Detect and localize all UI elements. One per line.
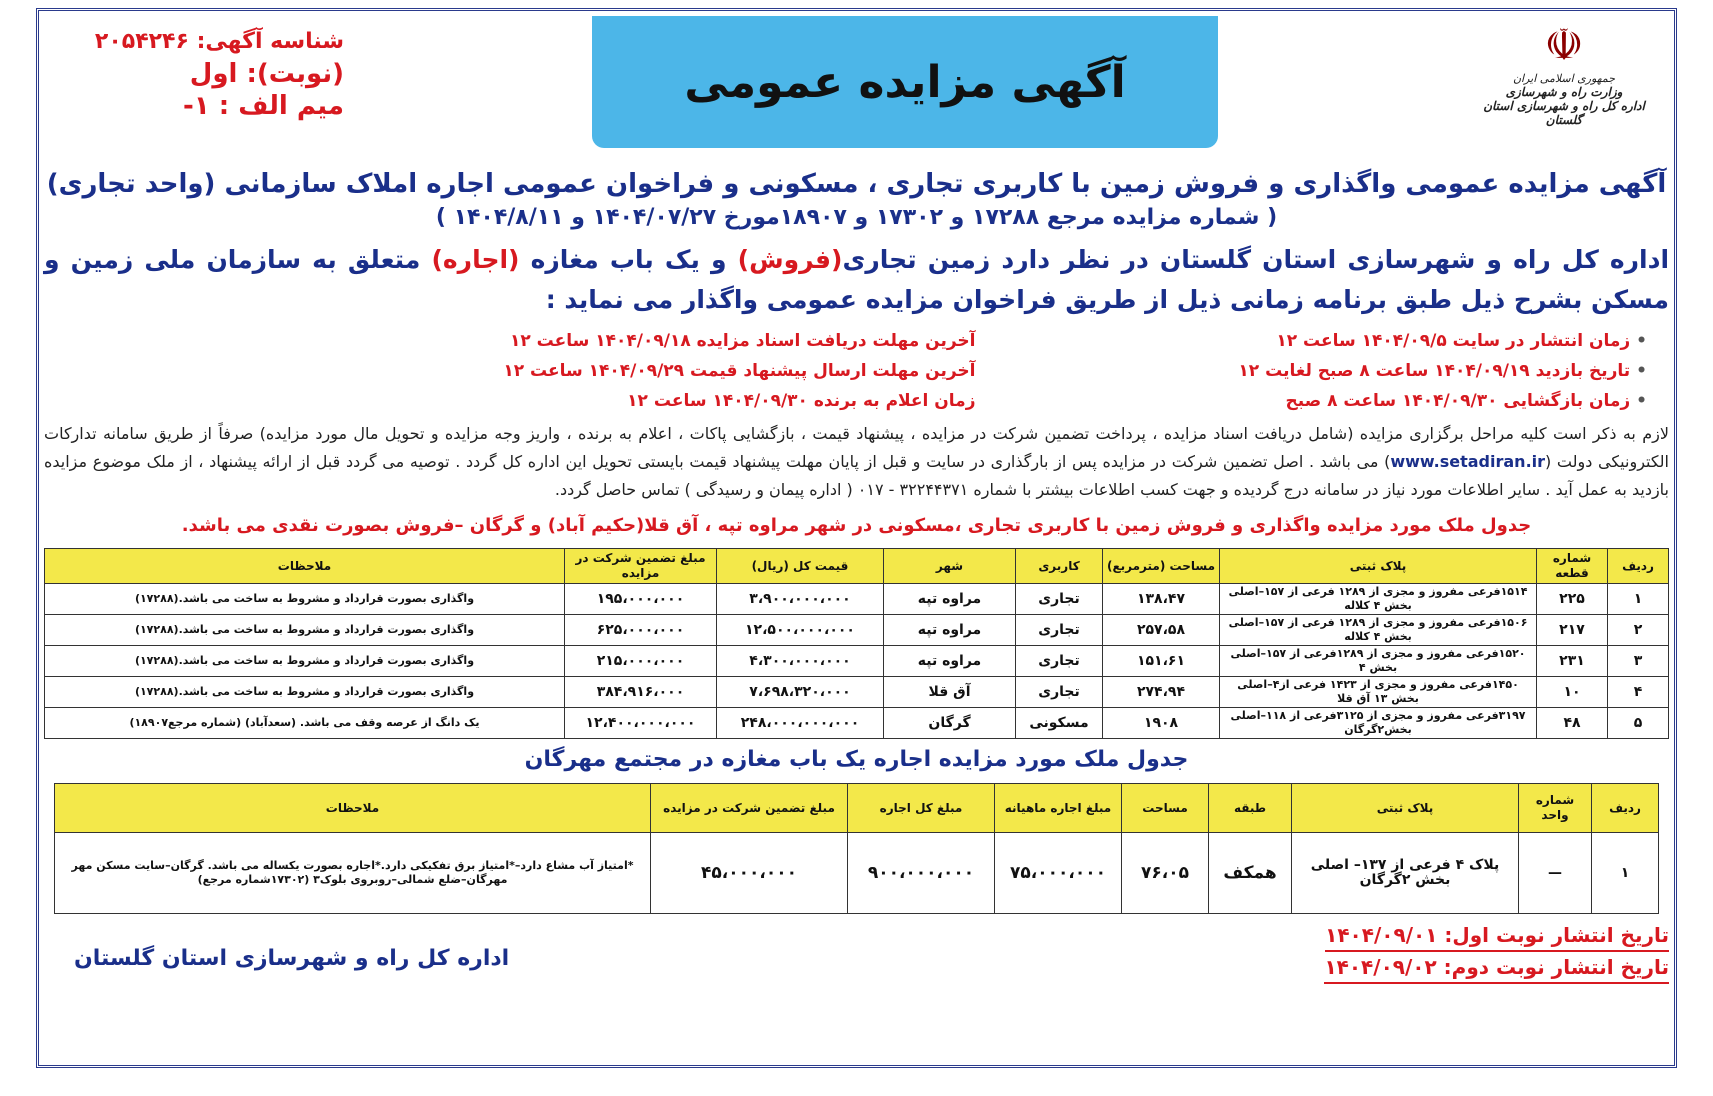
- cell-price: ۳،۹۰۰،۰۰۰،۰۰۰: [717, 584, 884, 615]
- conditions-paragraph: [44, 420, 1669, 504]
- cell-floor: همکف: [1209, 833, 1292, 914]
- intro-part2: و یک باب مغازه: [519, 245, 738, 274]
- first-publication-date: تاریخ انتشار نوبت اول: ۱۴۰۴/۰۹/۰۱: [1325, 920, 1669, 952]
- table-row: [45, 708, 1669, 739]
- second-publication-date: تاریخ انتشار نوبت دوم: ۱۴۰۴/۰۹/۰۲: [1324, 952, 1669, 984]
- ad-code: میم الف : ۱-: [183, 91, 344, 121]
- table-row: [55, 833, 1659, 914]
- table2-caption: جدول ملک مورد مزایده اجاره یک باب مغازه در مجتمع مهرگان: [524, 747, 1189, 772]
- cell-area: ۲۷۴،۹۴: [1103, 677, 1220, 708]
- cell-guarantee: ۶۲۵،۰۰۰،۰۰۰: [565, 615, 717, 646]
- reference-numbers: ( شماره مزایده مرجع ۱۷۲۸۸ و ۱۷۳۰۲ و ۱۸۹۰۷مورخ ۱۴۰۴/۰۷/۲۷ و ۱۴۰۴/۸/۱۱ ): [435, 205, 1278, 230]
- cell-row-no: ۱: [1608, 584, 1669, 615]
- publication-dates: [1324, 920, 1669, 984]
- banner-title: آگهی مزایده عمومی: [684, 56, 1126, 108]
- col-header: کاربری: [1016, 549, 1103, 584]
- cell-notes: واگذاری بصورت قرارداد و مشروط به ساخت می باشد.(۱۷۲۸۸): [45, 584, 565, 615]
- intro-part1: اداره کل راه و شهرسازی استان گلستان در نظر دارد زمین تجاری: [842, 245, 1670, 274]
- cell-notes: واگذاری بصورت قرارداد و مشروط به ساخت می باشد.(۱۷۲۸۸): [45, 615, 565, 646]
- intro-text: [44, 240, 1669, 320]
- cell-price: ۴،۳۰۰،۰۰۰،۰۰۰: [717, 646, 884, 677]
- cell-guarantee: ۲۱۵،۰۰۰،۰۰۰: [565, 646, 717, 677]
- cell-row-no: ۵: [1608, 708, 1669, 739]
- cell-guarantee: ۱۲،۴۰۰،۰۰۰،۰۰۰: [565, 708, 717, 739]
- title-banner: [592, 16, 1218, 148]
- cell-lot-no: ۴۸: [1537, 708, 1608, 739]
- cell-lot-no: ۲۲۵: [1537, 584, 1608, 615]
- para-part2: ) می باشد . اصل تضمین شرکت در مزایده پس از بارگذاری در سایت و قبل از پایان مهلت پیشنهاد قیمت بایستی تحویل این اداره کل گردد . توصیه می گردد قبل از ارائه پیشنهاد ، از ملک موضوع مزایده بازدید به عمل آید . سایر اطلاعات مورد نیاز در سامانه درج گردیده و جهت کسب اطلاعات بیشتر با شماره ۳۲۲۴۴۳۷۱ - ۰۱۷ ( اداره پیمان و رسیدگی ) تماس حاصل گردد.: [44, 452, 1669, 499]
- signature: اداره کل راه و شهرسازی استان گلستان: [74, 946, 510, 971]
- cell-area: ۱۵۱،۶۱: [1103, 646, 1220, 677]
- land-table-header: [45, 549, 1669, 584]
- cell-city: گرگان: [884, 708, 1016, 739]
- cell-notes: *امتیاز آب مشاع دارد–*امتیاز برق تفکیکی دارد.*اجاره بصورت یکساله می باشد. گرگان–سایت مسکن مهر مهرگان–ضلع شمالی–روبروی بلوک۳ (۱۷۳۰۲شماره مرجع): [55, 833, 651, 914]
- cell-usage: تجاری: [1016, 584, 1103, 615]
- logo-line-country: جمهوری اسلامی ایران: [1512, 72, 1616, 85]
- intro-sale: (فروش): [737, 245, 843, 274]
- cell-guarantee: ۱۹۵،۰۰۰،۰۰۰: [565, 584, 717, 615]
- cell-notes: واگذاری بصورت قرارداد و مشروط به ساخت می باشد.(۱۷۲۸۸): [45, 646, 565, 677]
- cell-notes: واگذاری بصورت قرارداد و مشروط به ساخت می باشد.(۱۷۲۸۸): [45, 677, 565, 708]
- table-row: [45, 615, 1669, 646]
- setad-link[interactable]: www.setadiran.ir: [1390, 452, 1546, 471]
- header: [44, 16, 1669, 166]
- ad-id-box: [44, 26, 344, 122]
- cell-row-no: ۴: [1608, 677, 1669, 708]
- col-header: پلاک ثبتی: [1220, 549, 1537, 584]
- col-header: ردیف: [1608, 549, 1669, 584]
- cell-usage: تجاری: [1016, 615, 1103, 646]
- cell-guarantee: ۳۸۴،۹۱۶،۰۰۰: [565, 677, 717, 708]
- cell-plate: ۱۵۰۶فرعی مفروز و مجزی از ۱۲۸۹ فرعی از ۱۵۷–اصلی بخش ۴ کلاله: [1220, 615, 1537, 646]
- col-header: طبقه: [1209, 784, 1292, 833]
- cell-price: ۱۲،۵۰۰،۰۰۰،۰۰۰: [717, 615, 884, 646]
- cell-row-no: ۲: [1608, 615, 1669, 646]
- logo-line-office: اداره کل راه و شهرسازی استان گلستان: [1483, 99, 1645, 127]
- land-table: [44, 548, 1669, 739]
- cell-plate: پلاک ۴ فرعی از ۱۳۷– اصلی بخش ۲گرگان: [1292, 833, 1519, 914]
- cell-guarantee: ۴۵،۰۰۰،۰۰۰: [651, 833, 848, 914]
- cell-plate: ۱۵۱۴فرعی مفروز و مجزی از ۱۲۸۹ فرعی از ۱۵۷–اصلی بخش ۴ کلاله: [1220, 584, 1537, 615]
- cell-plate: ۱۴۵۰فرعی مفروز و مجزی از ۱۴۲۳ فرعی از۴–اصلی بخش ۱۳ آق قلا: [1220, 677, 1537, 708]
- cell-area: ۲۵۷،۵۸: [1103, 615, 1220, 646]
- cell-city: آق قلا: [884, 677, 1016, 708]
- schedule: [344, 326, 1647, 416]
- cell-row-no: ۳: [1608, 646, 1669, 677]
- table1-caption: جدول ملک مورد مزایده واگذاری و فروش زمین با کاربری تجاری ،مسکونی در شهر مراوه تپه ، آق قلا(حکیم آباد) و گرگان –فروش بصورت نقدی می باشد.: [181, 515, 1532, 536]
- col-header: پلاک ثبتی: [1292, 784, 1519, 833]
- table-row: [45, 584, 1669, 615]
- table-row: [45, 677, 1669, 708]
- iran-emblem-icon: ☫: [1544, 20, 1584, 71]
- col-header: مساحت (مترمربع): [1103, 549, 1220, 584]
- cell-usage: تجاری: [1016, 646, 1103, 677]
- cell-lot-no: ۱۰: [1537, 677, 1608, 708]
- cell-usage: مسکونی: [1016, 708, 1103, 739]
- schedule-item: آخرین مهلت ارسال پیشنهاد قیمت ۱۴۰۴/۰۹/۲۹ ساعت ۱۲: [503, 361, 976, 381]
- cell-monthly-rent: ۷۵،۰۰۰،۰۰۰: [995, 833, 1122, 914]
- cell-unit-no: —: [1519, 833, 1592, 914]
- cell-notes: یک دانگ از عرصه وقف می باشد. (سعدآباد) (شماره مرجع۱۸۹۰۷): [45, 708, 565, 739]
- col-header: مبلغ تضمین شرکت در مزایده: [565, 549, 717, 584]
- schedule-item: • زمان بازگشایی ۱۴۰۴/۰۹/۳۰ ساعت ۸ صبح: [1016, 386, 1648, 416]
- schedule-item: • تاریخ بازدید ۱۴۰۴/۰۹/۱۹ ساعت ۸ صبح لغایت ۱۲: [1016, 356, 1648, 386]
- col-header: مساحت: [1122, 784, 1209, 833]
- cell-total-rent: ۹۰۰،۰۰۰،۰۰۰: [848, 833, 995, 914]
- col-header: مبلغ کل اجاره: [848, 784, 995, 833]
- cell-area: ۱۹۰۸: [1103, 708, 1220, 739]
- cell-lot-no: ۲۳۱: [1537, 646, 1608, 677]
- cell-usage: تجاری: [1016, 677, 1103, 708]
- ad-turn: (نوبت): اول: [189, 59, 344, 89]
- cell-city: مراوه تپه: [884, 646, 1016, 677]
- cell-plate: ۳۱۹۷فرعی مفروز و مجزی از ۳۱۲۵فرعی از ۱۱۸–اصلی بخش۲گرگان: [1220, 708, 1537, 739]
- ministry-logo: [1469, 20, 1659, 127]
- cell-lot-no: ۲۱۷: [1537, 615, 1608, 646]
- schedule-item: آخرین مهلت دریافت اسناد مزایده ۱۴۰۴/۰۹/۱۸ ساعت ۱۲: [509, 331, 976, 351]
- para-part1: لازم به ذکر است کلیه مراحل برگزاری مزایده (شامل دریافت اسناد مزایده ، پرداخت تضمین شرکت در مزایده ، پیشنهاد قیمت ، بازگشایی پاکات ، اعلام به برنده ، واریز وجه مزایده و تحویل مال مورد مزایده) صرفاً از طریق سامانه تدارکات الکترونیکی دولت (: [44, 424, 1670, 471]
- col-header: قیمت کل (ریال): [717, 549, 884, 584]
- rental-table-header: [55, 784, 1659, 833]
- cell-row-no: ۱: [1592, 833, 1659, 914]
- footer: [44, 920, 1669, 1020]
- schedule-item: زمان اعلام به برنده ۱۴۰۴/۰۹/۳۰ ساعت ۱۲: [627, 391, 976, 411]
- col-header: ملاحظات: [55, 784, 651, 833]
- table-row: [45, 646, 1669, 677]
- main-title: آگهی مزایده عمومی واگذاری و فروش زمین با کاربری تجاری ، مسکونی و فراخوان عمومی اجاره املاک سازمانی (واحد تجاری): [46, 169, 1667, 199]
- schedule-item: • زمان انتشار در سایت ۱۴۰۴/۰۹/۵ ساعت ۱۲: [1016, 326, 1648, 356]
- intro-part3: متعلق به سازمان ملی زمین و مسکن بشرح ذیل طبق برنامه زمانی ذیل از طریق فراخوان مزایده عمومی واگذار می نماید :: [44, 245, 1669, 314]
- cell-area: ۷۶،۰۵: [1122, 833, 1209, 914]
- cell-area: ۱۳۸،۴۷: [1103, 584, 1220, 615]
- cell-price: ۲۴۸،۰۰۰،۰۰۰،۰۰۰: [717, 708, 884, 739]
- notice-content: [44, 16, 1669, 1060]
- ad-id: شناسه آگهی: ۲۰۵۴۲۴۶: [94, 29, 344, 54]
- cell-city: مراوه تپه: [884, 615, 1016, 646]
- col-header: شهر: [884, 549, 1016, 584]
- cell-city: مراوه تپه: [884, 584, 1016, 615]
- col-header: شماره قطعه: [1537, 549, 1608, 584]
- logo-line-ministry: وزارت راه و شهرسازی: [1505, 85, 1623, 99]
- col-header: شماره واحد: [1519, 784, 1592, 833]
- col-header: ملاحظات: [45, 549, 565, 584]
- rental-table: [54, 783, 1659, 914]
- cell-price: ۷،۶۹۸،۳۲۰،۰۰۰: [717, 677, 884, 708]
- cell-plate: ۱۵۲۰فرعی مفروز و مجزی از ۱۲۸۹فرعی از ۱۵۷–اصلی بخش ۴: [1220, 646, 1537, 677]
- col-header: مبلغ تضمین شرکت در مزایده: [651, 784, 848, 833]
- col-header: مبلغ اجاره ماهیانه: [995, 784, 1122, 833]
- intro-rent: (اجاره): [431, 245, 520, 274]
- col-header: ردیف: [1592, 784, 1659, 833]
